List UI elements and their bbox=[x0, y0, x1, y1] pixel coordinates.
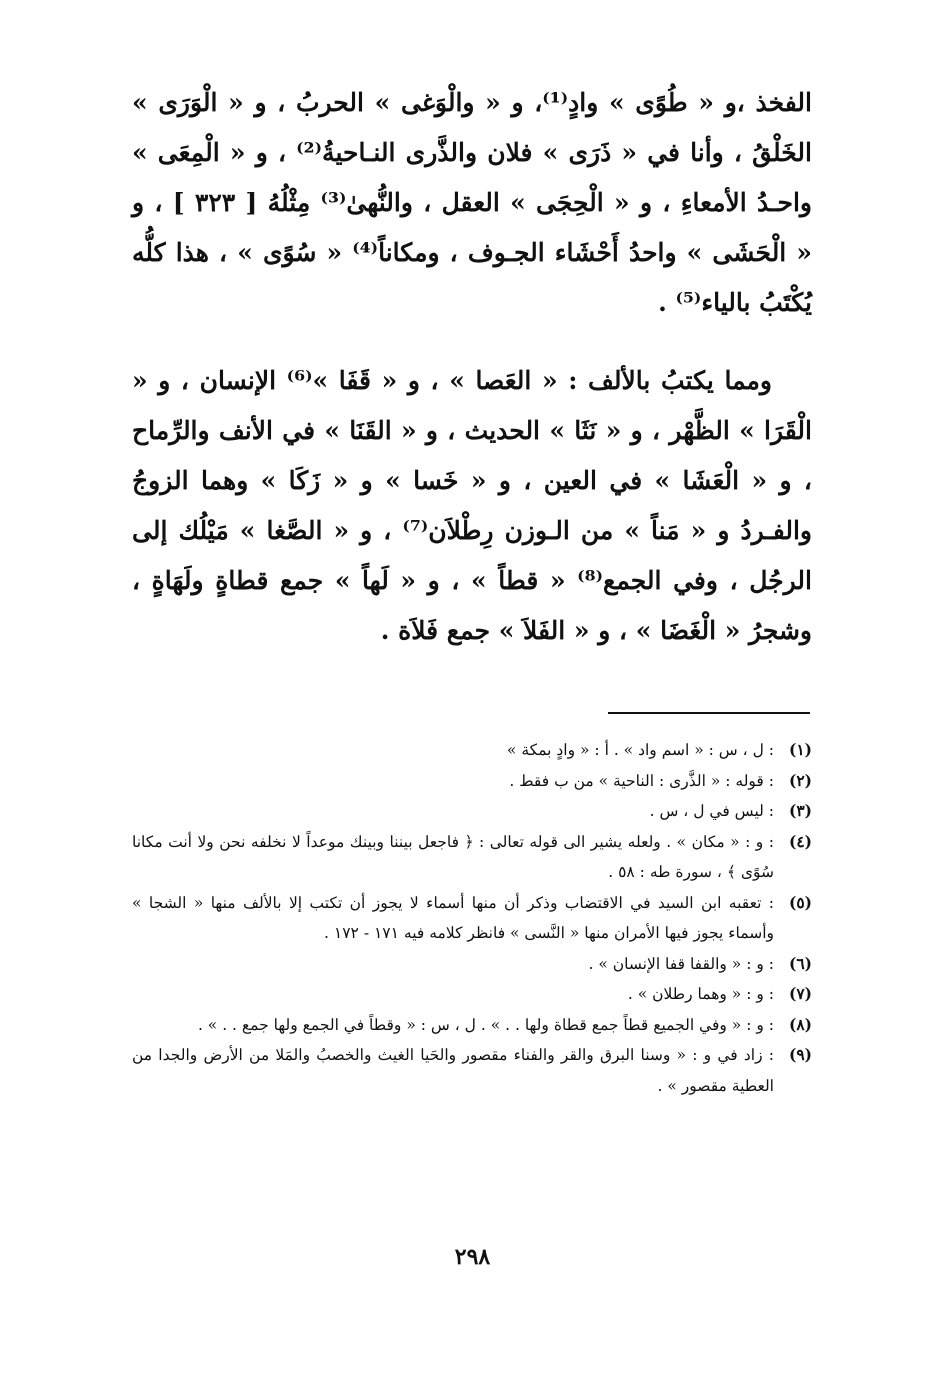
footnote-text: : ل ، س : « اسم واد » . أ : « وادٍ بمكة » bbox=[506, 741, 774, 759]
footnote-number: (٨) bbox=[788, 1014, 812, 1034]
footnote-text: : و : « والقفا قفا الإنسان » . bbox=[588, 954, 774, 973]
main-paragraph-1: الفخذ ،و « طُوًى » وادٍ⁽¹⁾، و « والْوَغى » الحربُ ، و « الْوَرَى » الخَلْقُ ، وأنا في « ذَرَى » فلان والذَّرى النـاحيةُ⁽²⁾ ، و « الْمِعَى » واحـدُ الأمعاءِ ، و « الْحِجَى » العقل ، والنُّهىٰ⁽³⁾ مِثْلُهُ [ ٣٢٣ ] ، و « الْحَشَى » واحدُ أَحْشَاء الجـوف ، ومكاناً⁽⁴⁾ « سُوًى » ، هذا كلُّه يُكْتَبُ بالياء⁽⁵⁾ . bbox=[132, 88, 812, 317]
footnote-4 bbox=[132, 827, 812, 888]
footnote-text: : قوله : « الذَّرى : الناحية » من ب فقط . bbox=[509, 771, 774, 790]
footnote-5 bbox=[132, 888, 812, 949]
footnote-8 bbox=[132, 1010, 812, 1041]
footnote-text: : تعقبه ابن السيد في الاقتضاب وذكر أن منها أسماء لا يجوز أن تكتب إلا بالألف منها « الشجا » وأسماء يجوز فيها الأمران منها « النَّسى » فانظر كلامه فيه ١٧١ - ١٧٢ . bbox=[132, 893, 774, 942]
footnote-number: (٣) bbox=[788, 801, 812, 820]
footnote-6 bbox=[132, 949, 812, 980]
footnote-number: (٤) bbox=[788, 831, 812, 851]
footnote-9 bbox=[132, 1040, 812, 1101]
footnote-7 bbox=[132, 979, 812, 1010]
footnote-text: : و : « مكان » . ولعله يشير الى قوله تعالى : ﴿ فاجعل بيننا وبينك موعداً لا نخلفه نحن ولا أنت مكانا سُوًى ﴾ ، سورة طه : ٥٨ . bbox=[132, 832, 774, 881]
footnote-3 bbox=[132, 796, 812, 827]
footnote-number: (٦) bbox=[788, 953, 812, 973]
footnotes-list bbox=[132, 735, 812, 1101]
footnote-number: (٧) bbox=[788, 984, 812, 1003]
footnote-text: : و : « وفي الجميع قطاً جمع قطاة ولها . . » . ل ، س : « وقطاً في الجمع ولها جمع . . » . bbox=[197, 1015, 774, 1034]
footnote-1 bbox=[132, 735, 812, 766]
page-number: ٢٩٨ bbox=[454, 1244, 491, 1270]
footnote-text: : ليس في ل ، س . bbox=[649, 802, 774, 820]
main-paragraph-2: ومما يكتبُ بالألف : « العَصا » ، و « قَفَا »⁽⁶⁾ الإنسان ، و « الْقَرَا » الظَّهْر ، و « نَثَا » الحديث ، و « القَنَا » في الأنف والرِّماح ، و « الْعَشَا » في العين ، و « خَسا » و « زَكَا » وهما الزوجُ والفـردُ و « مَناً » من الـوزن رِطْلاَن⁽⁷⁾ ، و « الصَّغا » مَيْلُك إلى الرجُل ، وفي الجمع⁽⁸⁾ « قطاً » ، و « لَهاً » جمع قطاةٍ ولَهَاةٍ ، وشجرُ « الْغَضَا » ، و « الفَلاَ » جمع فَلاَة . bbox=[132, 366, 812, 645]
footnote-text: : و : « وهما رطلان » . bbox=[627, 985, 774, 1003]
footnote-separator bbox=[608, 712, 810, 714]
footnote-number: (٥) bbox=[788, 892, 812, 912]
footnote-text: : زاد في و : « وسنا البرق والقر والفناء مقصور والحَيا الغيث والخصبُ والمَلا من الأرض والجدا من العطية مقصور » . bbox=[132, 1046, 774, 1095]
footnote-number: (٢) bbox=[788, 770, 812, 790]
footnote-number: (١) bbox=[788, 740, 812, 759]
main-text bbox=[132, 78, 812, 656]
footnote-number: (٩) bbox=[788, 1045, 812, 1064]
footnote-2 bbox=[132, 766, 812, 797]
